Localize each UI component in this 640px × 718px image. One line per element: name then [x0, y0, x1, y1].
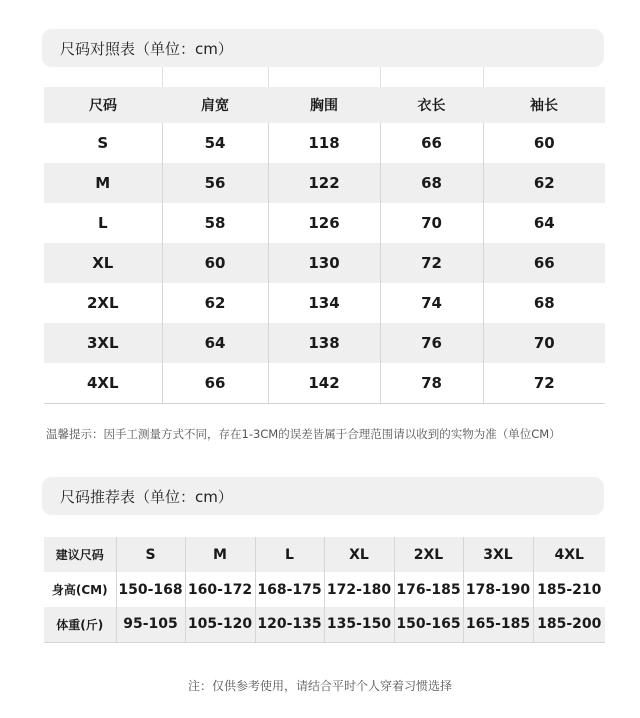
cell-chest: 138: [268, 323, 380, 363]
header-sleeve: 袖长: [483, 87, 605, 123]
cell-chest: 126: [268, 203, 380, 243]
cell-size: XL: [44, 243, 162, 283]
spacer-cell: [268, 67, 380, 87]
table-cell: 160-172: [185, 572, 255, 607]
cell-size: M: [44, 163, 162, 203]
cell-length: 78: [380, 363, 483, 403]
cell-sleeve: 60: [483, 123, 605, 163]
table-spacer-row: [44, 67, 605, 87]
recommend-chart-title: 尺码推荐表（单位：cm）: [42, 477, 604, 515]
table-cell: 120-135: [255, 607, 324, 642]
cell-size: 3XL: [44, 323, 162, 363]
cell-sleeve: 70: [483, 323, 605, 363]
cell-chest: 130: [268, 243, 380, 283]
table-cell: 168-175: [255, 572, 324, 607]
table-header-row: [44, 87, 605, 123]
cell-length: 70: [380, 203, 483, 243]
cell-length: 72: [380, 243, 483, 283]
recommend-table: [44, 537, 605, 643]
table-row: [44, 323, 605, 363]
table-cell: L: [255, 537, 324, 572]
table-row: [44, 163, 605, 203]
cell-length: 76: [380, 323, 483, 363]
table-row: [44, 537, 605, 572]
cell-sleeve: 66: [483, 243, 605, 283]
table-row: [44, 203, 605, 243]
cell-sleeve: 72: [483, 363, 605, 403]
cell-shoulder: 58: [162, 203, 268, 243]
table-cell: 176-185: [394, 572, 463, 607]
row-label: 建议尺码: [44, 537, 116, 572]
measurement-note: 温馨提示：因手工测量方式不同，存在1-3CM的误差皆属于合理范围请以收到的实物为准（单位CM）: [46, 427, 561, 441]
size-chart-table: [44, 67, 605, 404]
cell-chest: 122: [268, 163, 380, 203]
table-cell: 172-180: [324, 572, 394, 607]
cell-length: 68: [380, 163, 483, 203]
cell-chest: 142: [268, 363, 380, 403]
table-row: [44, 123, 605, 163]
spacer-cell: [44, 67, 162, 87]
table-cell: 165-185: [463, 607, 533, 642]
table-row: [44, 243, 605, 283]
table-row: [44, 363, 605, 403]
table-cell: 3XL: [463, 537, 533, 572]
table-row: [44, 283, 605, 323]
cell-sleeve: 62: [483, 163, 605, 203]
table-cell: 150-168: [116, 572, 185, 607]
cell-size: L: [44, 203, 162, 243]
table-row: [44, 607, 605, 642]
row-label: 体重(斤): [44, 607, 116, 642]
cell-shoulder: 54: [162, 123, 268, 163]
cell-shoulder: 56: [162, 163, 268, 203]
table-cell: M: [185, 537, 255, 572]
header-shoulder: 肩宽: [162, 87, 268, 123]
cell-sleeve: 68: [483, 283, 605, 323]
table-cell: 185-210: [533, 572, 605, 607]
cell-shoulder: 60: [162, 243, 268, 283]
spacer-cell: [483, 67, 605, 87]
table-cell: S: [116, 537, 185, 572]
table-cell: 105-120: [185, 607, 255, 642]
cell-sleeve: 64: [483, 203, 605, 243]
reference-note: 注：仅供参考使用，请结合平时个人穿着习惯选择: [187, 679, 452, 693]
header-chest: 胸围: [268, 87, 380, 123]
table-cell: 135-150: [324, 607, 394, 642]
cell-size: 4XL: [44, 363, 162, 403]
cell-length: 74: [380, 283, 483, 323]
cell-shoulder: 62: [162, 283, 268, 323]
spacer-cell: [162, 67, 268, 87]
cell-size: S: [44, 123, 162, 163]
cell-size: 2XL: [44, 283, 162, 323]
spacer-cell: [380, 67, 483, 87]
table-cell: 95-105: [116, 607, 185, 642]
table-cell: XL: [324, 537, 394, 572]
cell-chest: 134: [268, 283, 380, 323]
row-label: 身高(CM): [44, 572, 116, 607]
table-cell: 2XL: [394, 537, 463, 572]
cell-chest: 118: [268, 123, 380, 163]
table-row: [44, 572, 605, 607]
table-cell: 178-190: [463, 572, 533, 607]
size-chart-title: 尺码对照表（单位：cm）: [42, 29, 604, 67]
header-length: 衣长: [380, 87, 483, 123]
table-cell: 150-165: [394, 607, 463, 642]
cell-shoulder: 64: [162, 323, 268, 363]
table-cell: 185-200: [533, 607, 605, 642]
table-cell: 4XL: [533, 537, 605, 572]
cell-length: 66: [380, 123, 483, 163]
header-size: 尺码: [44, 87, 162, 123]
cell-shoulder: 66: [162, 363, 268, 403]
